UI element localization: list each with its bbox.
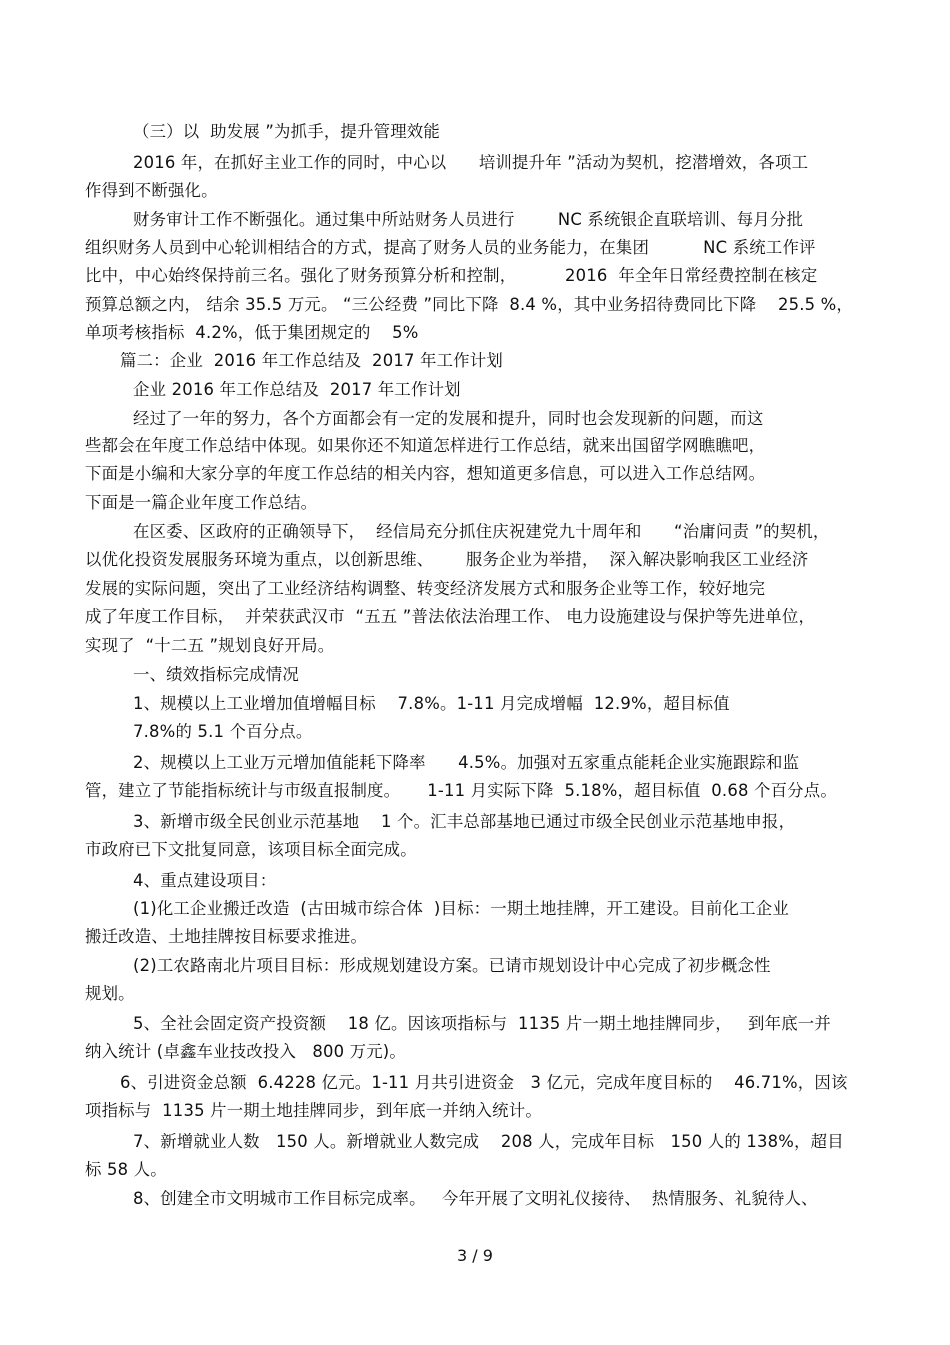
page-number: 3 / 9: [457, 1246, 493, 1265]
list-item: 5、全社会固定资产投资额 18 亿。因该项指标与 1135 片一期土地挂牌同步， 到年底一并: [133, 1014, 831, 1033]
paragraph-line: 实现了 “十二五 ”规划良好开局。: [85, 636, 335, 655]
document-title: 企业 2016 年工作总结及 2017 年工作计划: [133, 380, 461, 399]
list-item: 1、规模以上工业增加值增幅目标 7.8%。1-11 月完成增幅 12.9%，超目标值: [133, 694, 730, 713]
list-item: 2、规模以上工业万元增加值能耗下降率 4.5%。加强对五家重点能耗企业实施跟踪和监: [133, 753, 800, 772]
list-item: 管，建立了节能指标统计与市级直报制度。 1-11 月实际下降 5.18%，超目标值 0.68 个百分点。: [85, 781, 837, 800]
list-item: 市政府已下文批复同意，该项目标全面完成。: [85, 840, 417, 859]
paragraph-line: 2016 年，在抓好主业工作的同时，中心以 培训提升年 ”活动为契机，挖潜增效，各项工: [133, 153, 809, 172]
subsection-heading: 一、绩效指标完成情况: [133, 665, 299, 684]
list-item: 标 58 人。: [85, 1160, 167, 1179]
paragraph-line: 财务审计工作不断强化。通过集中所站财务人员进行 NC 系统银企直联培训、每月分批: [133, 210, 804, 229]
list-item: 7、新增就业人数 150 人。新增就业人数完成 208 人，完成年目标 150 人的 138%，超目: [133, 1132, 844, 1151]
list-item: (1)化工企业搬迁改造 (古田城市综合体 )目标：一期土地挂牌，开工建设。目前化工企业: [133, 899, 789, 918]
list-item: 3、新增市级全民创业示范基地 1 个。汇丰总部基地已通过市级全民创业示范基地申报，: [133, 812, 796, 831]
list-item: 项指标与 1135 片一期土地挂牌同步，到年底一并纳入统计。: [85, 1101, 542, 1120]
paragraph-line: 单项考核指标 4.2%，低于集团规定的 5%: [85, 323, 419, 342]
paragraph-line: 些都会在年度工作总结中体现。如果你还不知道怎样进行工作总结，就来出国留学网瞧瞧吧，: [85, 436, 766, 455]
list-item: (2)工农路南北片项目目标：形成规划建设方案。已请市规划设计中心完成了初步概念性: [133, 956, 771, 975]
list-item: 规划。: [85, 984, 135, 1003]
list-item: 6、引进资金总额 6.4228 亿元。1-11 月共引进资金 3 亿元，完成年度目标的 46.71%，因该: [120, 1073, 848, 1092]
paragraph-line: 比中，中心始终保持前三名。强化了财务预算分析和控制， 2016 年全年日常经费控制在核定: [85, 266, 818, 285]
paragraph-line: 预算总额之内， 结余 35.5 万元。 “三公经费 ”同比下降 8.4 %，其中业务招待费同比下降 25.5 %，: [85, 295, 854, 314]
paragraph-line: 作得到不断强化。: [85, 181, 218, 200]
list-item: 搬迁改造、土地挂牌按目标要求推进。: [85, 927, 368, 946]
paragraph-line: 下面是小编和大家分享的年度工作总结的相关内容，想知道更多信息，可以进入工作总结网。: [85, 464, 766, 483]
paragraph-line: 成了年度工作目标， 并荣获武汉市 “五五 ”普法依法治理工作、 电力设施建设与保护等先进单位，: [85, 607, 816, 626]
paragraph-line: 发展的实际问题，突出了工业经济结构调整、转变经济发展方式和服务企业等工作，较好地完: [85, 579, 766, 598]
paragraph-line: 以优化投资发展服务环境为重点，以创新思维、 服务企业为举措， 深入解决影响我区工业经济: [85, 550, 809, 569]
list-item: 7.8%的 5.1 个百分点。: [133, 722, 313, 741]
list-item: 纳入统计 (卓鑫车业技改投入 800 万元)。: [85, 1042, 406, 1061]
list-item: 8、创建全市文明城市工作目标完成率。 今年开展了文明礼仪接待、 热情服务、礼貌待人、: [133, 1189, 818, 1208]
chapter-heading: 篇二：企业 2016 年工作总结及 2017 年工作计划: [120, 351, 503, 370]
paragraph-line: 下面是一篇企业年度工作总结。: [85, 493, 318, 512]
paragraph-line: 经过了一年的努力，各个方面都会有一定的发展和提升，同时也会发现新的问题，而这: [133, 409, 764, 428]
section-heading: （三）以 助发展 ”为抓手，提升管理效能: [133, 122, 440, 141]
list-item: 4、重点建设项目：: [133, 871, 277, 890]
paragraph-line: 在区委、区政府的正确领导下， 经信局充分抓住庆祝建党九十周年和 “治庸问责 ”的契机，: [133, 522, 830, 541]
paragraph-line: 组织财务人员到中心轮训相结合的方式，提高了财务人员的业务能力，在集团 NC 系统工作评: [85, 238, 816, 257]
